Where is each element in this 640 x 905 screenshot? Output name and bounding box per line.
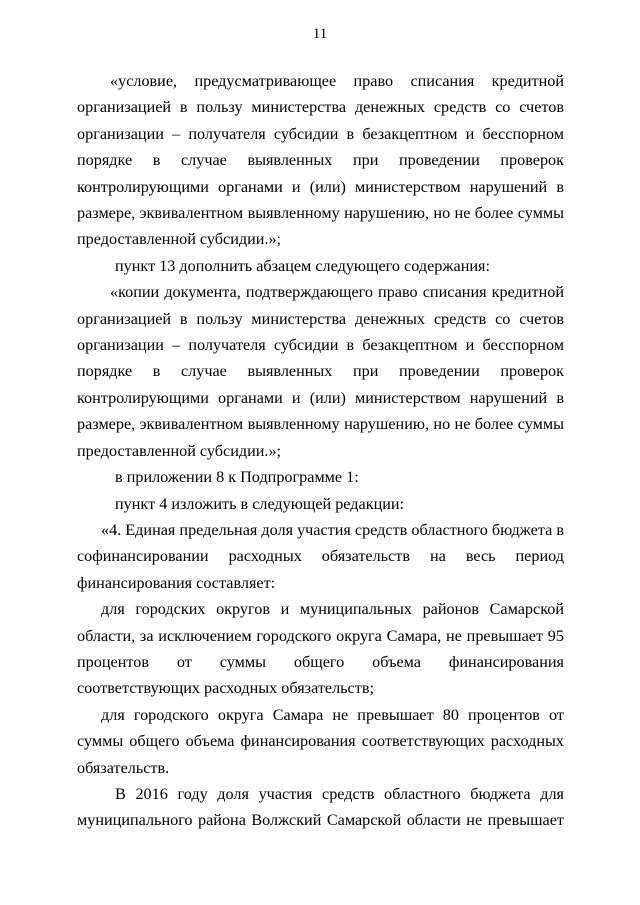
document-body (77, 68, 564, 834)
paragraph-item-13: пункт 13 дополнить абзацем следующего содержания: (115, 256, 490, 275)
paragraph-item-4: пункт 4 изложить в следующей редакции: (115, 494, 405, 513)
paragraph-share-limit: «4. Единая предельная доля участия средств областного бюджета в софинансировании расходных обязательств на весь период финансирования составляет: (77, 520, 564, 592)
paragraph-districts: для городских округов и муниципальных районов Самарской области, за исключением городского округа Самара, не превышает 95 процентов от суммы общего объема финансирования соответствующих расходных обязательств; (77, 600, 564, 698)
paragraph-2016: В 2016 году доля участия средств областного бюджета для муниципального района Волжский Самарской области не превышает (77, 784, 564, 830)
paragraph-samara: для городского округа Самара не превышает 80 процентов от суммы общего объема финансирования соответствующих расходных обязательств. (77, 705, 564, 777)
paragraph-appendix-8: в приложении 8 к Подпрограмме 1: (115, 468, 359, 487)
page-number: 11 (312, 26, 328, 42)
paragraph-condition-quote: «условие, предусматривающее право списания кредитной организацией в пользу министерства денежных средств со счетов организации – получателя субсидии в безакцептном и бесспорном порядке в случае выявленных при проведении проверок контролирующими органами и (или) министерством нарушений в размере, эквивалентном выявленному нарушению, но не более суммы предоставленной субсидии.»; (77, 72, 564, 249)
paragraph-document-copy-quote: «копии документа, подтверждающего право списания кредитной организацией в пользу министерства денежных средств со счетов организации – получателя субсидии в безакцептном и бесспорном порядке в случае выявленных при проведении проверок контролирующими органами и (или) министерством нарушений в размере, эквивалентном выявленному нарушению, но не более суммы предоставленной субсидии.»; (77, 283, 564, 460)
